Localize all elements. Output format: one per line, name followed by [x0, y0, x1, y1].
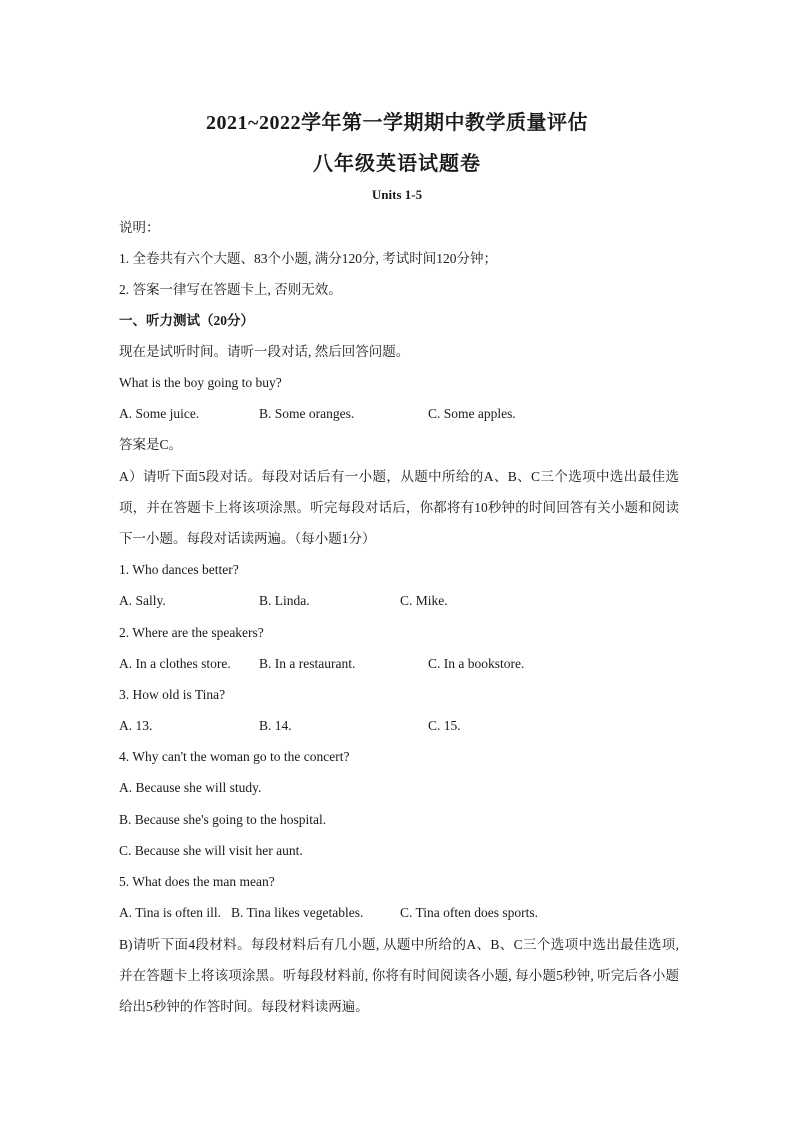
question-option: B. Because she's going to the hospital.	[119, 812, 327, 827]
question-stem: 1. Who dances better?	[119, 562, 239, 577]
question-option: B. 14.	[259, 718, 292, 733]
question-option: A. 13.	[119, 718, 153, 733]
question-option: C. 15.	[428, 718, 461, 733]
section-heading-listening: 一、听力测试（20分）	[119, 313, 254, 328]
part-b-instructions: B)请听下面4段材料。每段材料后有几小题, 从题中所给的A、B、C三个选项中选出最佳选项, 并在答题卡上将该项涂黑。听每段材料前, 你将有时间阅读各小题, 每小题5秒钟, 听完后各小题给出5秒钟的作答时间。每段材料读两遍。	[119, 937, 679, 1014]
question-option: B. Linda.	[259, 593, 310, 608]
question-stem: 5. What does the man mean?	[119, 874, 275, 889]
trial-option-c: C. Some apples.	[428, 406, 516, 421]
trial-question: What is the boy going to buy?	[119, 375, 282, 390]
question-option: A. Because she will study.	[119, 780, 262, 795]
question-stem: 4. Why can't the woman go to the concert?	[119, 749, 350, 764]
units-label: Units 1-5	[371, 187, 423, 202]
exam-title: 2021~2022学年第一学期期中教学质量评估	[206, 112, 588, 134]
question-option: C. In a bookstore.	[428, 656, 525, 671]
question-stem: 3. How old is Tina?	[119, 687, 226, 702]
question-option: A. Sally.	[119, 593, 166, 608]
note-item-2: 2. 答案一律写在答题卡上, 否则无效。	[119, 282, 342, 297]
note-item-1: 1. 全卷共有六个大题、83个小题, 满分120分, 考试时间120分钟；	[119, 251, 497, 266]
trial-answer: 答案是C。	[119, 437, 183, 452]
notes-label: 说明：	[119, 220, 160, 235]
question-option: A. In a clothes store.	[119, 656, 231, 671]
part-a-instructions: A）请听下面5段对话。每段对话后有一小题，从题中所给的A、B、C三个选项中选出最佳选项，并在答题卡上将该项涂黑。听完每段对话后，你都将有10秒钟的时间回答有关小题和阅读下一小题。每段对话读两遍。（每小题1分）	[119, 469, 679, 546]
trial-option-a: A. Some juice.	[119, 406, 200, 421]
question-stem: 2. Where are the speakers?	[119, 625, 264, 640]
exam-subtitle: 八年级英语试题卷	[313, 153, 481, 175]
trial-option-b: B. Some oranges.	[259, 406, 355, 421]
trial-intro: 现在是试听时间。请听一段对话, 然后回答问题。	[119, 344, 410, 359]
question-option: A. Tina is often ill.	[119, 905, 222, 920]
question-option: C. Mike.	[400, 593, 448, 608]
question-option: B. Tina likes vegetables.	[231, 905, 364, 920]
question-option: C. Tina often does sports.	[400, 905, 539, 920]
question-option: C. Because she will visit her aunt.	[119, 843, 303, 858]
question-option: B. In a restaurant.	[259, 656, 356, 671]
